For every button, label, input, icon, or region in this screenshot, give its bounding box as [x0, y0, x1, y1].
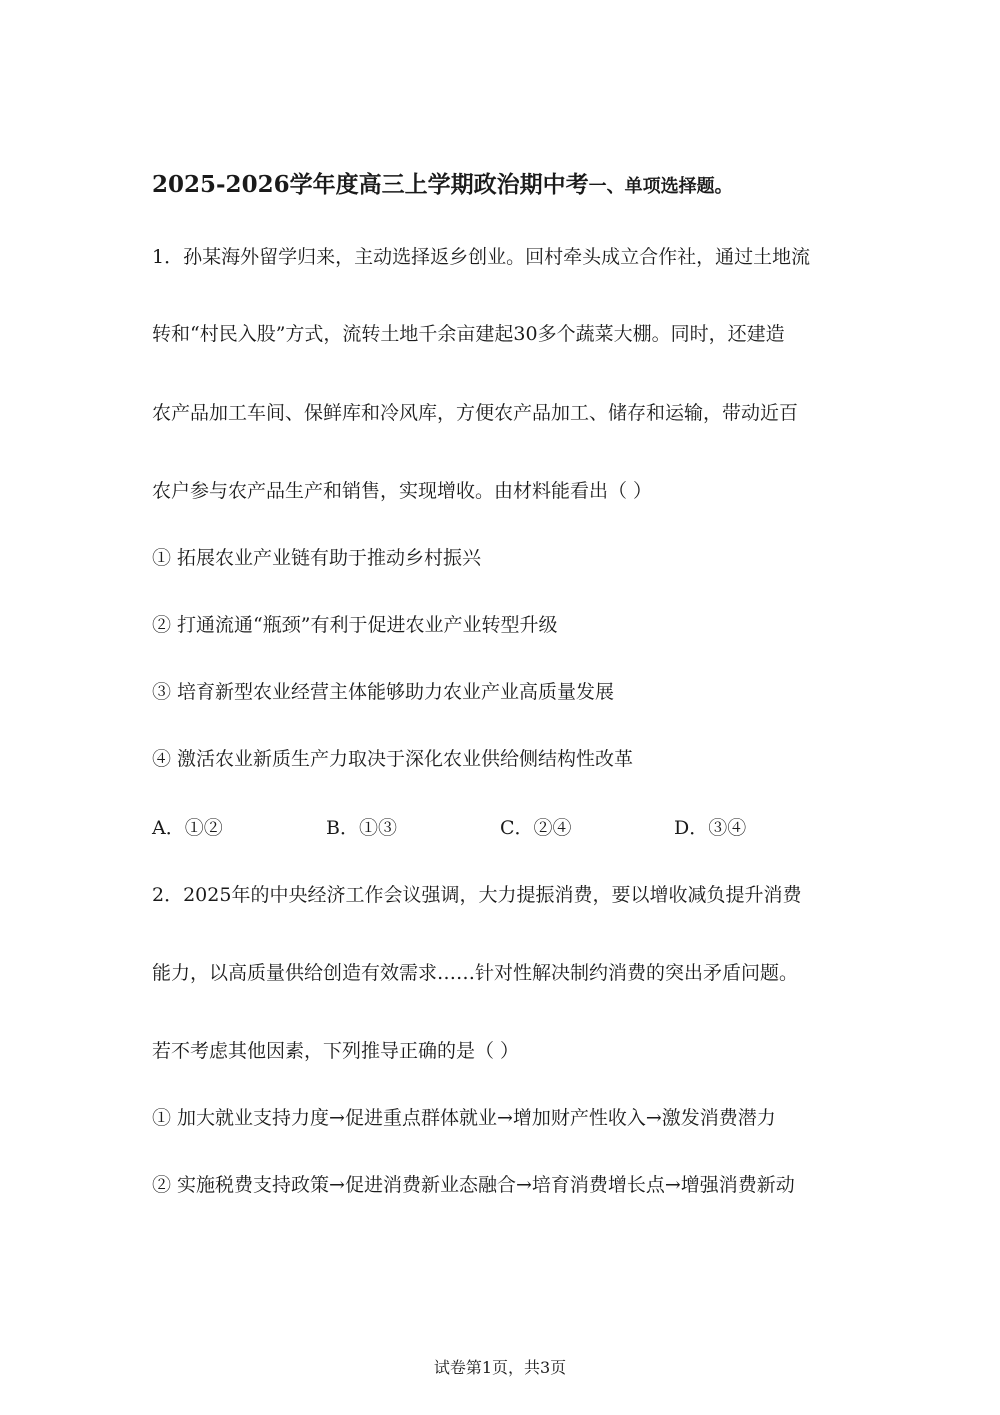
q2-statement-2: ② 实施税费支持政策→促进消费新业态融合→培育消费增长点→增强消费新动	[152, 1174, 795, 1196]
q1-statement-2: ② 打通流通“瓶颈”有利于促进农业产业转型升级	[152, 614, 558, 636]
q1-statement-3: ③ 培育新型农业经营主体能够助力农业产业高质量发展	[152, 681, 615, 703]
q1-stem-line-2: 转和“村民入股”方式，流转土地千余亩建起30多个蔬菜大棚。同时，还建造	[152, 323, 785, 345]
q1-option-d[interactable]: D．③④	[674, 817, 747, 839]
q2-stem-line-2: 能力，以高质量供给创造有效需求……针对性解决制约消费的突出矛盾问题。	[152, 962, 799, 984]
q2-stem-line-3: 若不考虑其他因素，下列推导正确的是（ ）	[152, 1040, 520, 1062]
q1-option-c[interactable]: C．②④	[500, 817, 572, 839]
section-heading: 一、单项选择题。	[588, 176, 733, 197]
q1-option-b[interactable]: B．①③	[326, 817, 397, 839]
page-number: 试卷第1页，共3页	[433, 1358, 567, 1377]
q2-stem-line-1: 2．2025年的中央经济工作会议强调，大力提振消费，要以增收减负提升消费	[152, 884, 802, 906]
q1-stem-line-4: 农户参与农产品生产和销售，实现增收。由材料能看出（ ）	[152, 480, 653, 502]
q1-statement-1: ① 拓展农业产业链有助于推动乡村振兴	[152, 547, 482, 569]
exam-title: 2025-2026学年度高三上学期政治期中考	[152, 171, 589, 198]
page-title	[152, 170, 733, 202]
q1-stem-line-3: 农产品加工车间、保鲜库和冷风库，方便农产品加工、储存和运输，带动近百	[152, 402, 799, 424]
q1-options	[152, 815, 852, 841]
q1-statement-4: ④ 激活农业新质生产力取决于深化农业供给侧结构性改革	[152, 748, 634, 770]
q1-option-a[interactable]: A．①②	[152, 817, 223, 839]
q1-stem-line-1: 1．孙某海外留学归来，主动选择返乡创业。回村牵头成立合作社，通过土地流	[152, 246, 811, 268]
q2-statement-1: ① 加大就业支持力度→促进重点群体就业→增加财产性收入→激发消费潜力	[152, 1107, 776, 1129]
